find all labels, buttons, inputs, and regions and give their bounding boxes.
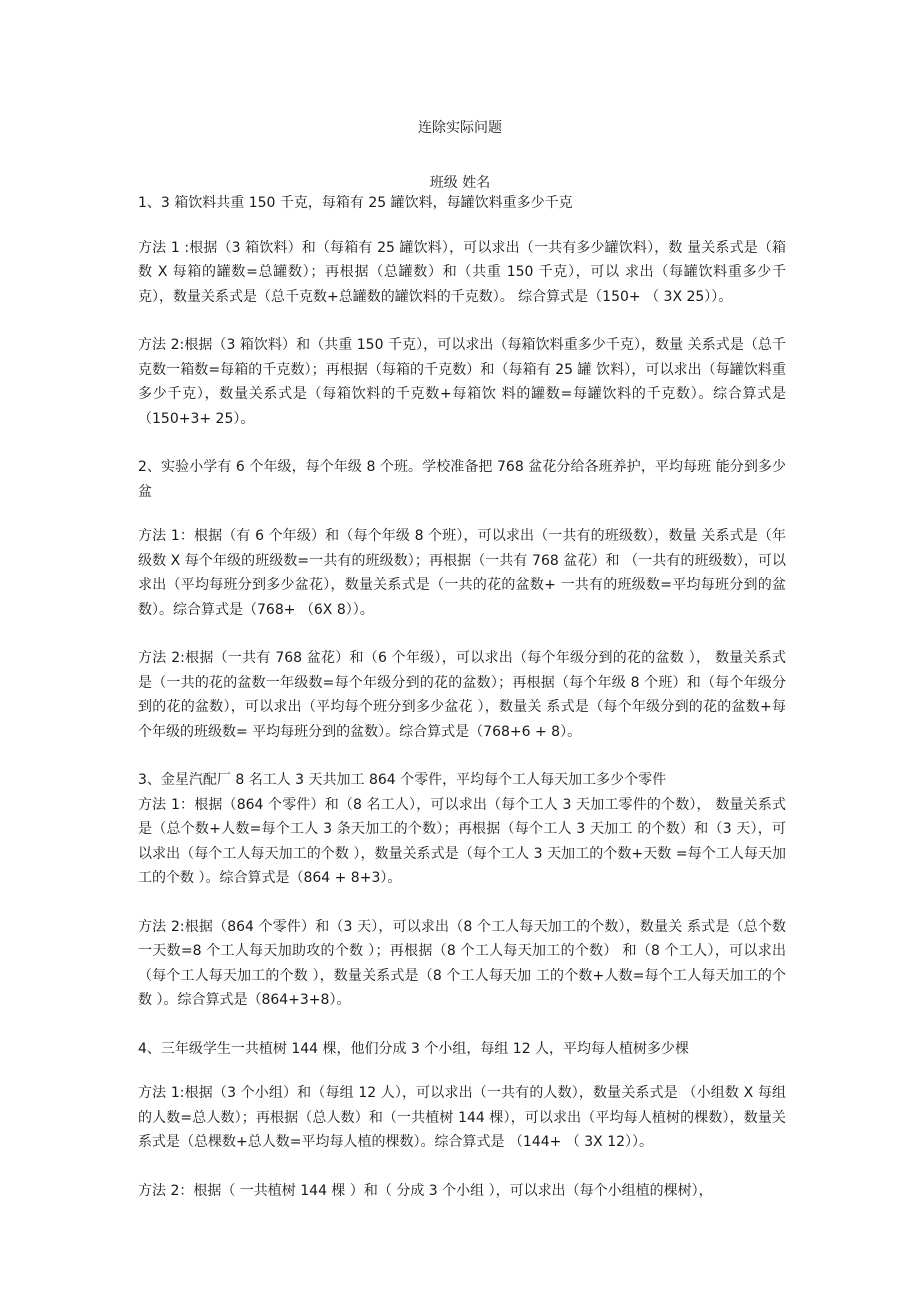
question-4: 4、三年级学生一共植树 144 棵，他们分成 3 个小组，每组 12 人，平均每人植树多少棵 xyxy=(138,1040,690,1057)
question-4-method-1: 方法 1:根据（3 个小组）和（每组 12 人），可以求出（一共有的人数），数量关系式是 （小组数 X 每组的人数=总人数）；再根据（总人数）和（一共植树 144 棵），可以求出（平均每人植树的棵数），数量关系式是（总棵数+总人数=平均每人植的棵数）。综合算式是 （144+ （ 3X 12））。 xyxy=(138,1085,786,1150)
class-name-line: 班级 姓名 xyxy=(429,175,491,191)
question-2-method-1: 方法 1：根据（有 6 个年级）和（每个年级 8 个班），可以求出（一共有的班级数），数量 关系式是（年级数 X 每个年级的班级数=一共有的班级数）；再根据（一共有 768 盆花）和 （一共有的班级数），可以求出（平均每班分到多少盆花），数量关系式是（一共的花的盆数+ 一共有的班级数=平均每班分到的盆数）。综合算式是（768+ （6X 8））。 xyxy=(138,528,786,618)
question-3-method-1: 方法 1：根据（864 个零件）和（8 名工人），可以求出（每个工人 3 天加工零件的个数）， 数量关系式是（总个数+人数=每个工人 3 条天加工的个数）；再根据（每个工人 3 天加工 的个数）和（3 天），可以求出（每个工人每天加工的个数 ），数量关系式是（每个工人 3 天加工的个数+天数 =每个工人每天加工的个数 ）。综合算式是（864 + 8+3）。 xyxy=(138,796,786,886)
question-2: 2、实验小学有 6 个年级，每个年级 8 个班。学校准备把 768 盆花分给各班养护，平均每班 能分到多少盆 xyxy=(138,459,786,500)
document-title: 连除实际问题 xyxy=(418,120,502,136)
question-4-method-2: 方法 2：根据（ 一共植树 144 棵 ）和（ 分成 3 个小组 ），可以求出（每个小组植的棵树）， xyxy=(138,1182,713,1199)
question-3: 3、金星汽配厂 8 名工人 3 天共加工 864 个零件，平均每个工人每天加工多少个零件 xyxy=(138,772,667,788)
question-1: 1、3 箱饮料共重 150 千克，每箱有 25 罐饮料，每罐饮料重多少千克 xyxy=(138,195,573,211)
question-1-method-2: 方法 2:根据（3 箱饮料）和（共重 150 千克），可以求出（每箱饮料重多少千克），数量 关系式是（总千克数一箱数=每箱的千克数）；再根据（每箱的千克数）和（每箱有 25 罐 饮料），可以求出（每罐饮料重多少千克），数量关系式是（每箱饮料的千克数+每箱饮 料的罐数=每罐饮料的千克数）。综合算式是（150+3+ 25）。 xyxy=(138,337,786,427)
question-3-method-2: 方法 2:根据（864 个零件）和（3 天），可以求出（8 个工人每天加工的个数），数量关 系式是（总个数一天数=8 个工人每天加助攻的个数 ）；再根据（8 个工人每天加工的个数） 和（8 个工人），可以求出（每个工人每天加工的个数 ），数量关系式是（8 个工人每天加 工的个数+人数=每个工人每天加工的个数 ）。综合算式是（864+3+8）。 xyxy=(138,918,786,1008)
question-2-method-2: 方法 2:根据（一共有 768 盆花）和（6 个年级），可以求出（每个年级分到的花的盆数 ）， 数量关系式是（一共的花的盆数一年级数=每个年级分到的花的盆数）；再根据（每个年级 8 个班）和（每个年级分到的花的盆数），可以求出（平均每个班分到多少盆花 ），数量关 系式是（每个年级分到的花的盆数+每个年级的班级数= 平均每班分到的盆数）。综合算式是（768+6 + 8）。 xyxy=(138,650,786,740)
document-body xyxy=(138,191,786,1227)
question-1-method-1: 方法 1 :根据（3 箱饮料）和（每箱有 25 罐饮料），可以求出（一共有多少罐饮料），数 量关系式是（箱数 X 每箱的罐数=总罐数）；再根据（总罐数）和（共重 150 千克），可以 求出（每罐饮料重多少千克），数量关系式是（总千克数+总罐数的罐饮料的千克数）。 综合算式是（150+ （ 3X 25））。 xyxy=(138,239,786,305)
